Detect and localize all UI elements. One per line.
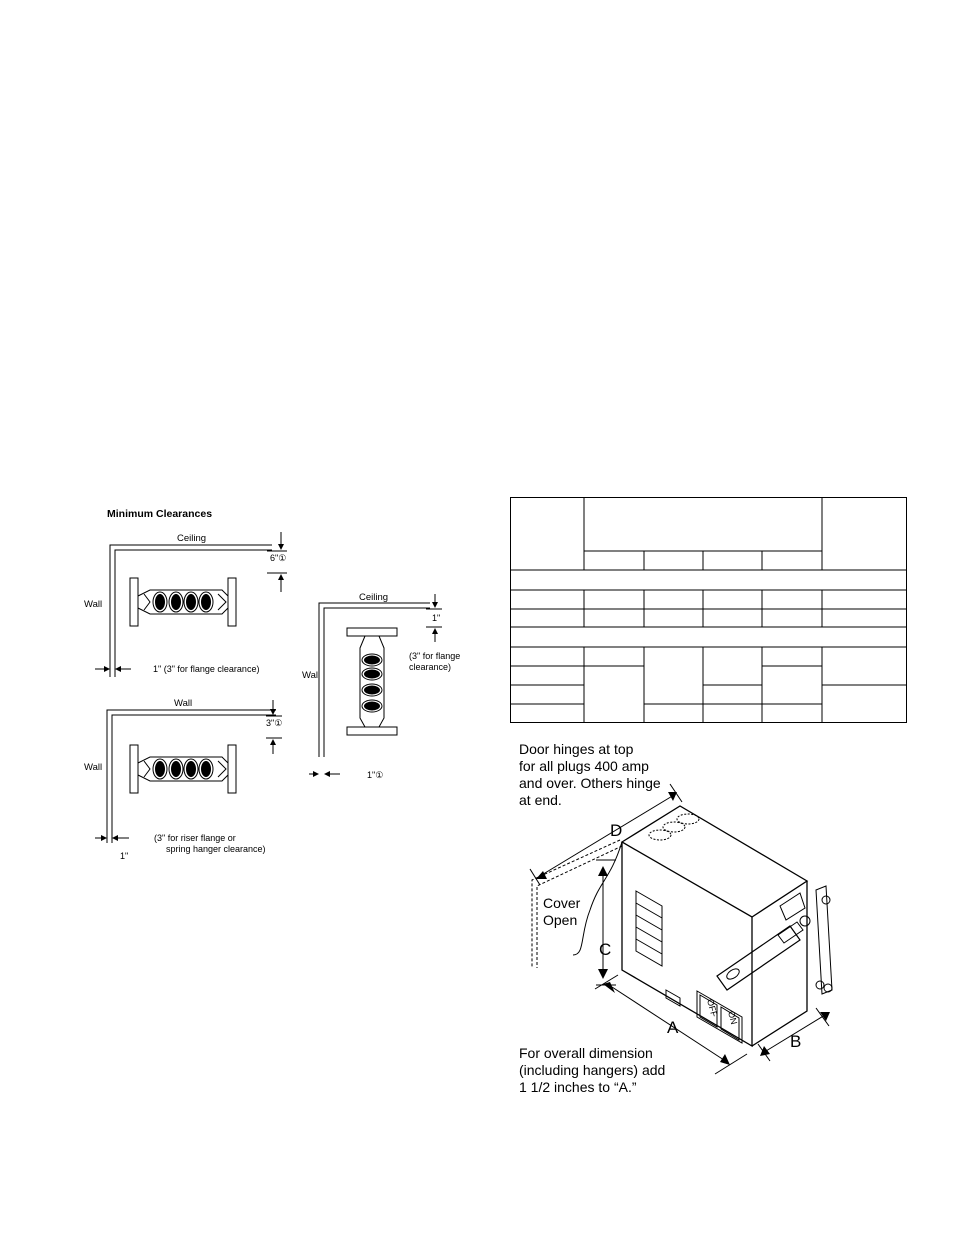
fig1-wall-label: Wall	[84, 599, 103, 610]
fig1-ceiling-label: Ceiling	[177, 533, 207, 544]
plug-drawing	[530, 784, 832, 1074]
fig3-side-dimension: 1"①	[367, 770, 384, 780]
switch-on-label: ON	[726, 1009, 740, 1026]
dimension-d-label: D	[610, 821, 623, 840]
clearance-figure-ceiling-wall	[84, 532, 287, 677]
door-note-line3: and over. Others hinge	[519, 775, 661, 791]
fig3-ceiling-label: Ceiling	[359, 592, 389, 603]
dimension-c-label: C	[599, 940, 612, 959]
fig2-top-dimension: 3"①	[266, 718, 283, 728]
fig2-note-line2: spring hanger clearance)	[166, 844, 266, 854]
dimension-b-label: B	[790, 1032, 802, 1051]
fig2-busway-section	[130, 745, 236, 793]
fig1-busway-section	[130, 578, 236, 626]
table-row-group	[510, 647, 907, 723]
door-note-line4: at end.	[519, 792, 562, 808]
overall-note-line2: (including hangers) add	[519, 1062, 666, 1078]
cover-open-line1: Cover	[543, 895, 581, 911]
fig3-note-line2: clearance)	[409, 662, 452, 672]
cover-open-line2: Open	[543, 912, 578, 928]
dimension-table	[510, 497, 907, 723]
fig2-wall-label-top: Wall	[174, 698, 193, 709]
switch-off-label: OFF	[705, 997, 720, 1018]
fig1-side-note: 1" (3" for flange clearance)	[153, 664, 260, 674]
fig3-top-dimension: 1"	[432, 613, 441, 623]
door-note-line2: for all plugs 400 amp	[519, 758, 649, 774]
clearance-figure-vertical	[302, 592, 460, 780]
fig2-wall-label-side: Wall	[84, 762, 103, 773]
clearances-title: Minimum Clearances	[107, 508, 213, 520]
overall-note-line1: For overall dimension	[519, 1045, 653, 1061]
fig1-top-dimension: 6"①	[270, 553, 287, 563]
clearance-figure-wall-wall	[84, 698, 282, 861]
fig2-note-line1: (3" for riser flange or	[154, 833, 236, 843]
overall-note-line3: 1 1/2 inches to “A.”	[519, 1079, 637, 1095]
door-note-line1: Door hinges at top	[519, 741, 634, 757]
table-border	[511, 498, 907, 723]
fig3-note-line1: (3" for flange	[409, 651, 461, 661]
fig2-side-dimension: 1"	[120, 851, 129, 861]
fig3-wall-label: Wall	[302, 670, 321, 681]
dimension-a-label: A	[667, 1018, 679, 1037]
fig3-busway-section	[347, 628, 397, 735]
